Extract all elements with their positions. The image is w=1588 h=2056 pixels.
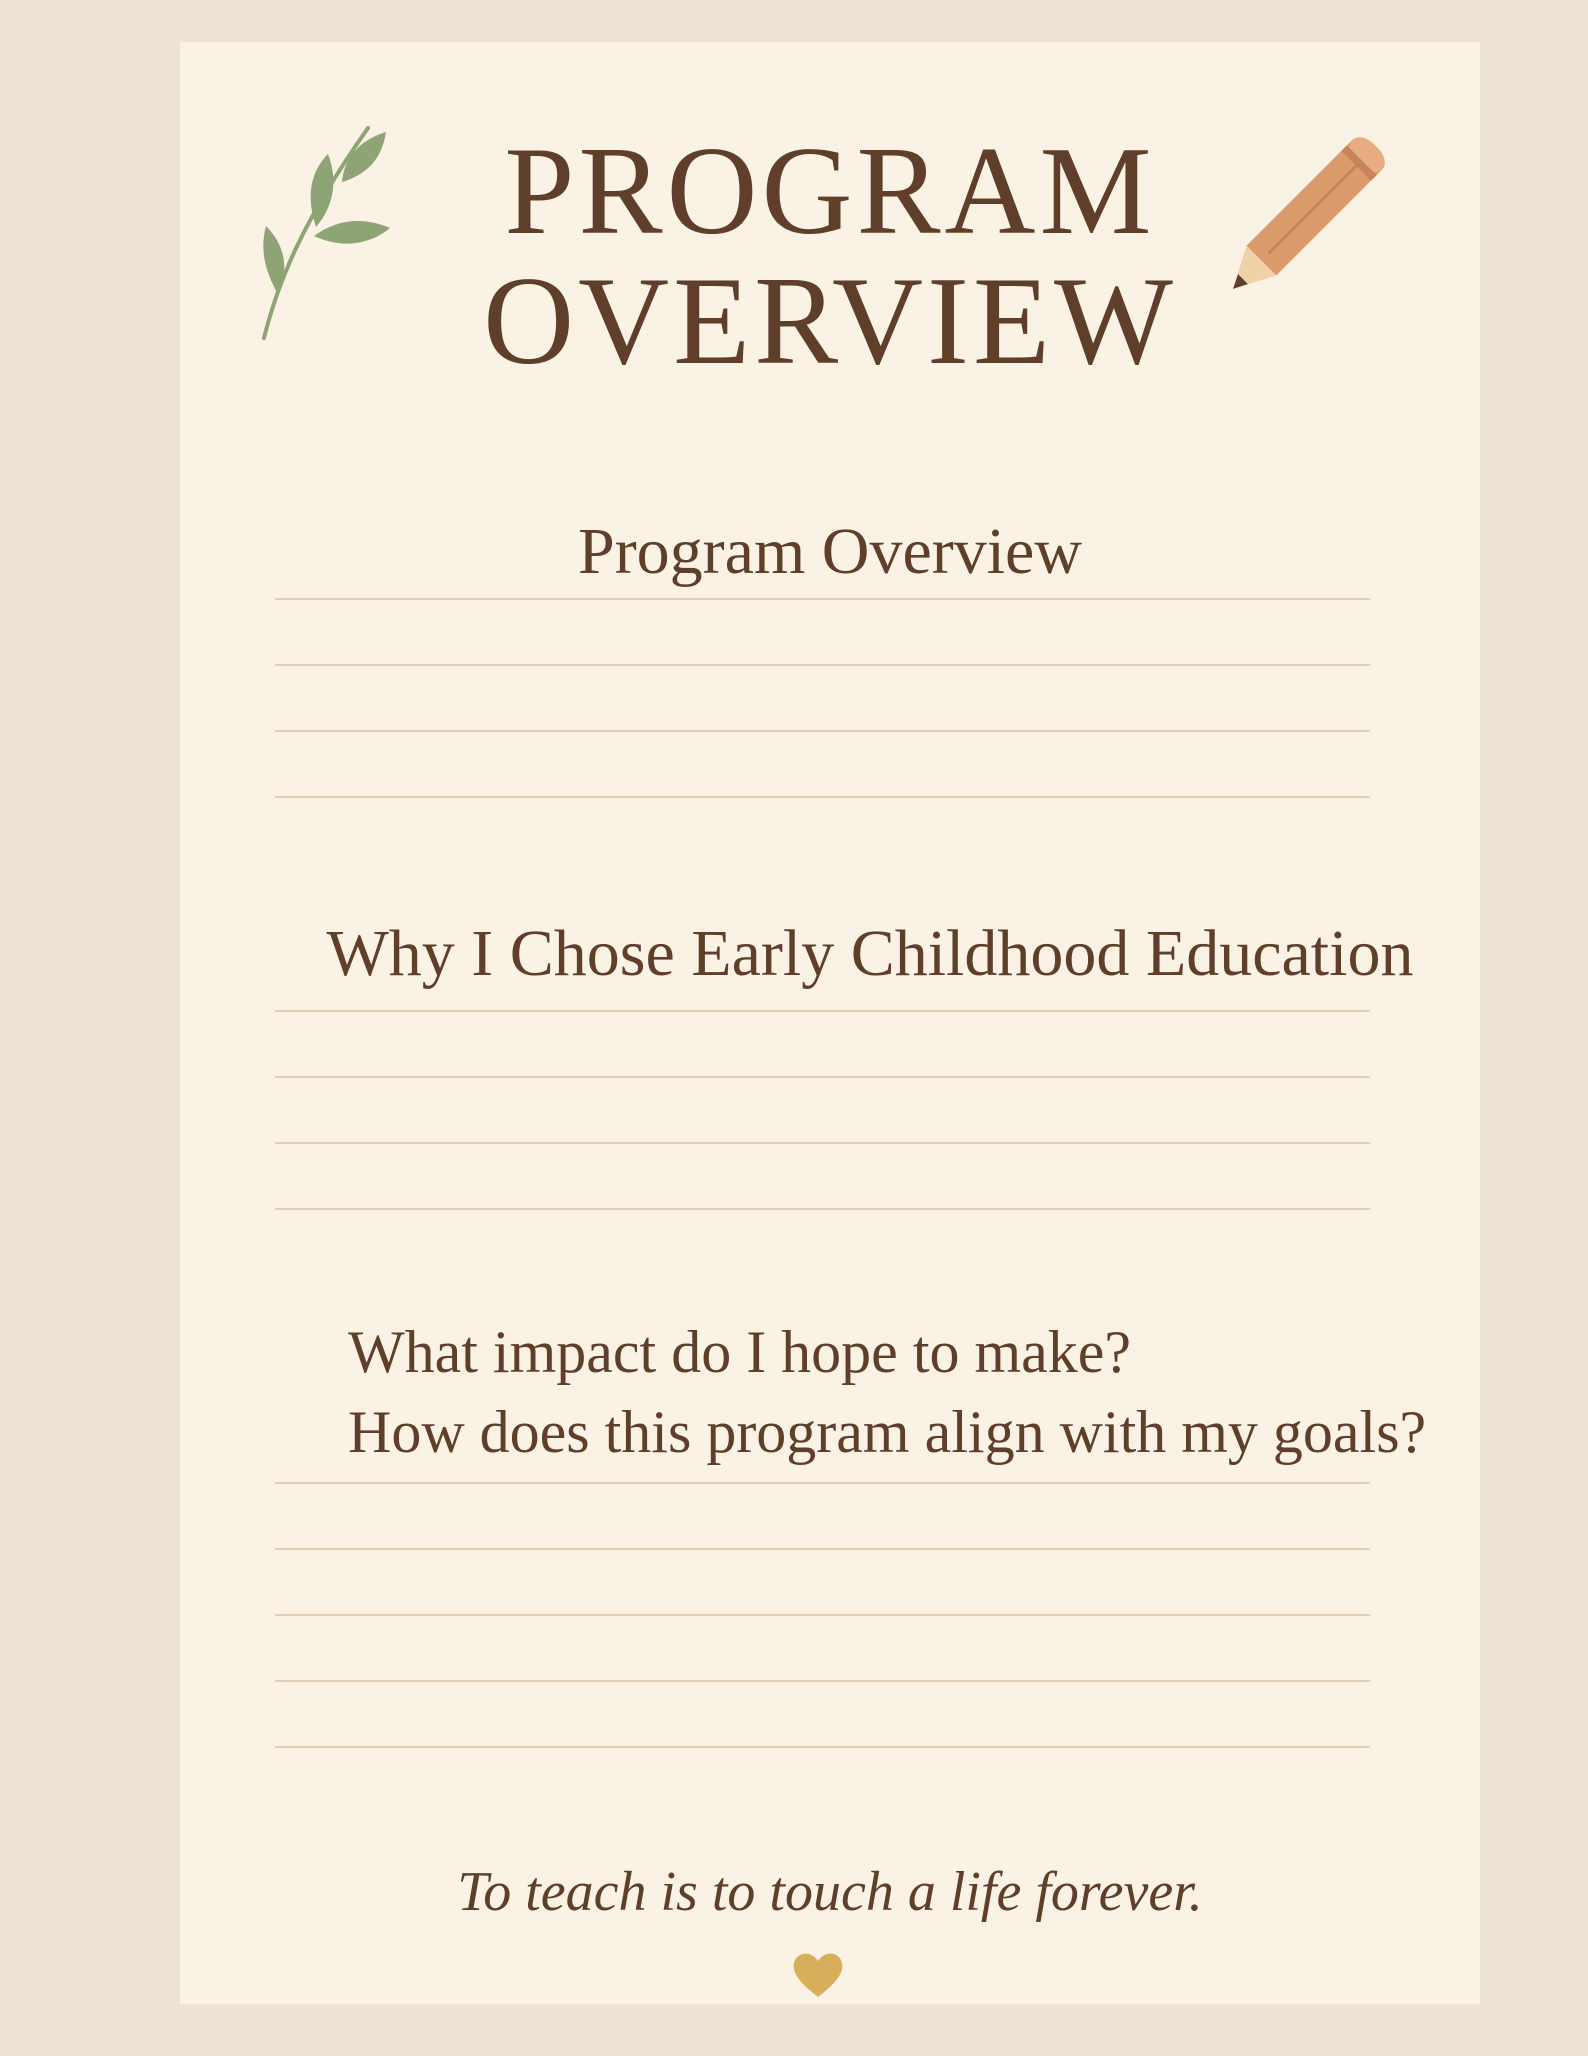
writing-line <box>275 598 1370 600</box>
page-title <box>330 122 1330 391</box>
writing-line <box>275 1482 1370 1484</box>
writing-line <box>275 1076 1370 1078</box>
title-line-2: OVERVIEW <box>483 252 1177 391</box>
heart-icon <box>790 1947 846 2003</box>
journal-page <box>180 42 1480 2004</box>
closing-quote: To teach is to touch a life forever. <box>457 1861 1203 1923</box>
writing-line <box>275 664 1370 666</box>
writing-line <box>275 1614 1370 1616</box>
writing-line <box>275 1680 1370 1682</box>
section-heading-why-ece: Why I Chose Early Childhood Education <box>326 917 1414 990</box>
writing-line <box>275 1208 1370 1210</box>
prompt-impact: What impact do I hope to make? <box>348 1319 1132 1385</box>
reflection-prompts <box>348 1312 1468 1472</box>
writing-line <box>275 730 1370 732</box>
writing-line <box>275 1010 1370 1012</box>
writing-line <box>275 1746 1370 1748</box>
section-heading-program-overview: Program Overview <box>577 515 1083 588</box>
writing-line <box>275 1548 1370 1550</box>
prompt-goals: How does this program align with my goals? <box>348 1399 1427 1465</box>
writing-line <box>275 1142 1370 1144</box>
writing-line <box>275 796 1370 798</box>
title-line-1: PROGRAM <box>504 122 1156 261</box>
